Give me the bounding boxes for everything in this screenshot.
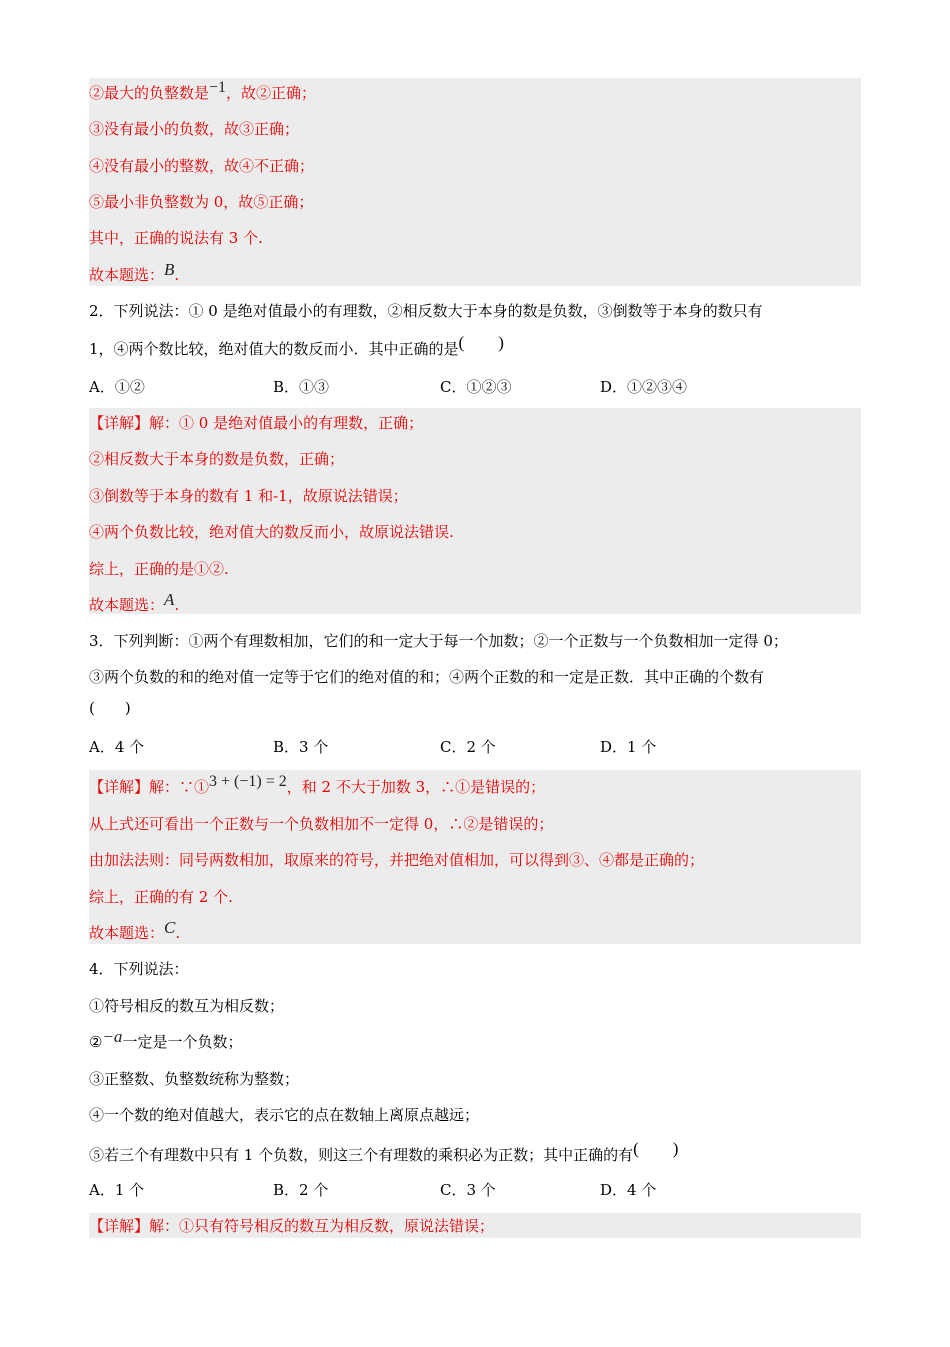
answer-line (89, 587, 179, 623)
answer-line: 综上，正确的有 2 个. (89, 888, 233, 906)
answer-line: 由加法法则：同号两数相加，取原来的符号，并把绝对值相加，可以得到③、④都是正确的； (89, 851, 705, 869)
question-2-text: 2．下列说法：① 0 是绝对值最小的有理数，②相反数大于本身的数是负数，③倒数等于本身的数只有 (89, 302, 763, 320)
answer-line: ③没有最小的负数，故③正确； (89, 120, 300, 138)
option-d: D．4 个 (600, 1181, 657, 1199)
answer-line: ④没有最小的整数，故④不正确； (89, 157, 315, 175)
option-b: B．①③ (273, 378, 330, 396)
text: . (175, 924, 181, 942)
question-2-text (89, 331, 504, 367)
statement-4: ④一个数的绝对值越大，表示它的点在数轴上离原点越远； (89, 1106, 480, 1124)
math-expression: 3 + (−1) = 2 (209, 773, 287, 790)
answer-line: 综上，正确的是①②. (89, 560, 229, 578)
statement-3: ③正整数、负整数统称为整数； (89, 1070, 300, 1088)
option-c: C．3 个 (440, 1181, 496, 1199)
text: 解：① 0 是绝对值最小的有理数，正确； (149, 414, 424, 432)
text: ② (89, 1033, 103, 1051)
text: 故本题选： (89, 924, 165, 942)
answer-line (89, 405, 423, 441)
answer-line: ⑤最小非负整数为 0，故⑤正确； (89, 193, 314, 211)
text: 故本题选： (89, 266, 165, 284)
answer-letter: B (164, 260, 175, 279)
answer-blank: ( ) (633, 1139, 679, 1158)
answer-line: ③倒数等于本身的数有 1 和-1，故原说法错误； (89, 487, 408, 505)
math-expression: −a (102, 1027, 123, 1046)
option-d: D．①②③④ (600, 378, 688, 396)
option-a: A．①② (89, 378, 145, 396)
answer-line (89, 1208, 494, 1244)
question-3-text: ( ) (89, 699, 131, 717)
answer-letter: A (164, 590, 175, 609)
answer-letter: C (164, 918, 176, 937)
answer-line (89, 915, 180, 951)
option-b: B．2 个 (273, 1181, 329, 1199)
answer-line: ④两个负数比较，绝对值大的数反而小，故原说法错误. (89, 523, 454, 541)
answer-line (89, 257, 179, 293)
text: ⑤若三个有理数中只有 1 个负数，则这三个有理数的乘积必为正数；其中正确的有 (89, 1146, 634, 1164)
question-3-text: 3．下列判断：①两个有理数相加，它们的和一定大于每一个加数；②一个正数与一个负数相加一定得 0； (89, 632, 788, 650)
statement-5 (89, 1137, 678, 1173)
text: 解：①只有符号相反的数互为相反数，原说法错误； (149, 1217, 495, 1235)
detail-tag: 【详解】 (89, 414, 150, 432)
math-expression: −1 (209, 79, 227, 96)
answer-blank: ( ) (458, 333, 504, 352)
detail-tag: 【详解】 (89, 1217, 150, 1235)
answer-line: 从上式还可看出一个正数与一个负数相加不一定得 0，∴②是错误的； (89, 815, 554, 833)
text: . (174, 596, 180, 614)
answer-line: 其中，正确的说法有 3 个. (89, 229, 263, 247)
question-4-text: 4．下列说法： (89, 960, 189, 978)
answer-line (89, 769, 545, 805)
statement-2 (89, 1024, 242, 1060)
text: 故本题选： (89, 596, 165, 614)
option-a: A．4 个 (89, 738, 145, 756)
text: 1，④两个数比较，绝对值大的数反而小．其中正确的是 (89, 340, 459, 358)
text: . (174, 266, 180, 284)
option-d: D．1 个 (600, 738, 657, 756)
option-c: C．①②③ (440, 378, 512, 396)
text: 一定是一个负数； (122, 1033, 243, 1051)
text: 解：∵① (149, 778, 210, 796)
text: ，和 2 不大于加数 3，∴①是错误的； (286, 778, 546, 796)
question-3-text: ③两个负数的和的绝对值一定等于它们的绝对值的和；④两个正数的和一定是正数．其中正确的个数有 (89, 668, 765, 686)
text: ②最大的负整数是 (89, 84, 210, 102)
statement-1: ①符号相反的数互为相反数； (89, 997, 285, 1015)
detail-tag: 【详解】 (89, 778, 150, 796)
answer-line (89, 75, 316, 111)
text: ，故②正确； (226, 84, 317, 102)
option-b: B．3 个 (273, 738, 329, 756)
answer-line: ②相反数大于本身的数是负数，正确； (89, 450, 345, 468)
option-c: C．2 个 (440, 738, 496, 756)
option-a: A．1 个 (89, 1181, 145, 1199)
